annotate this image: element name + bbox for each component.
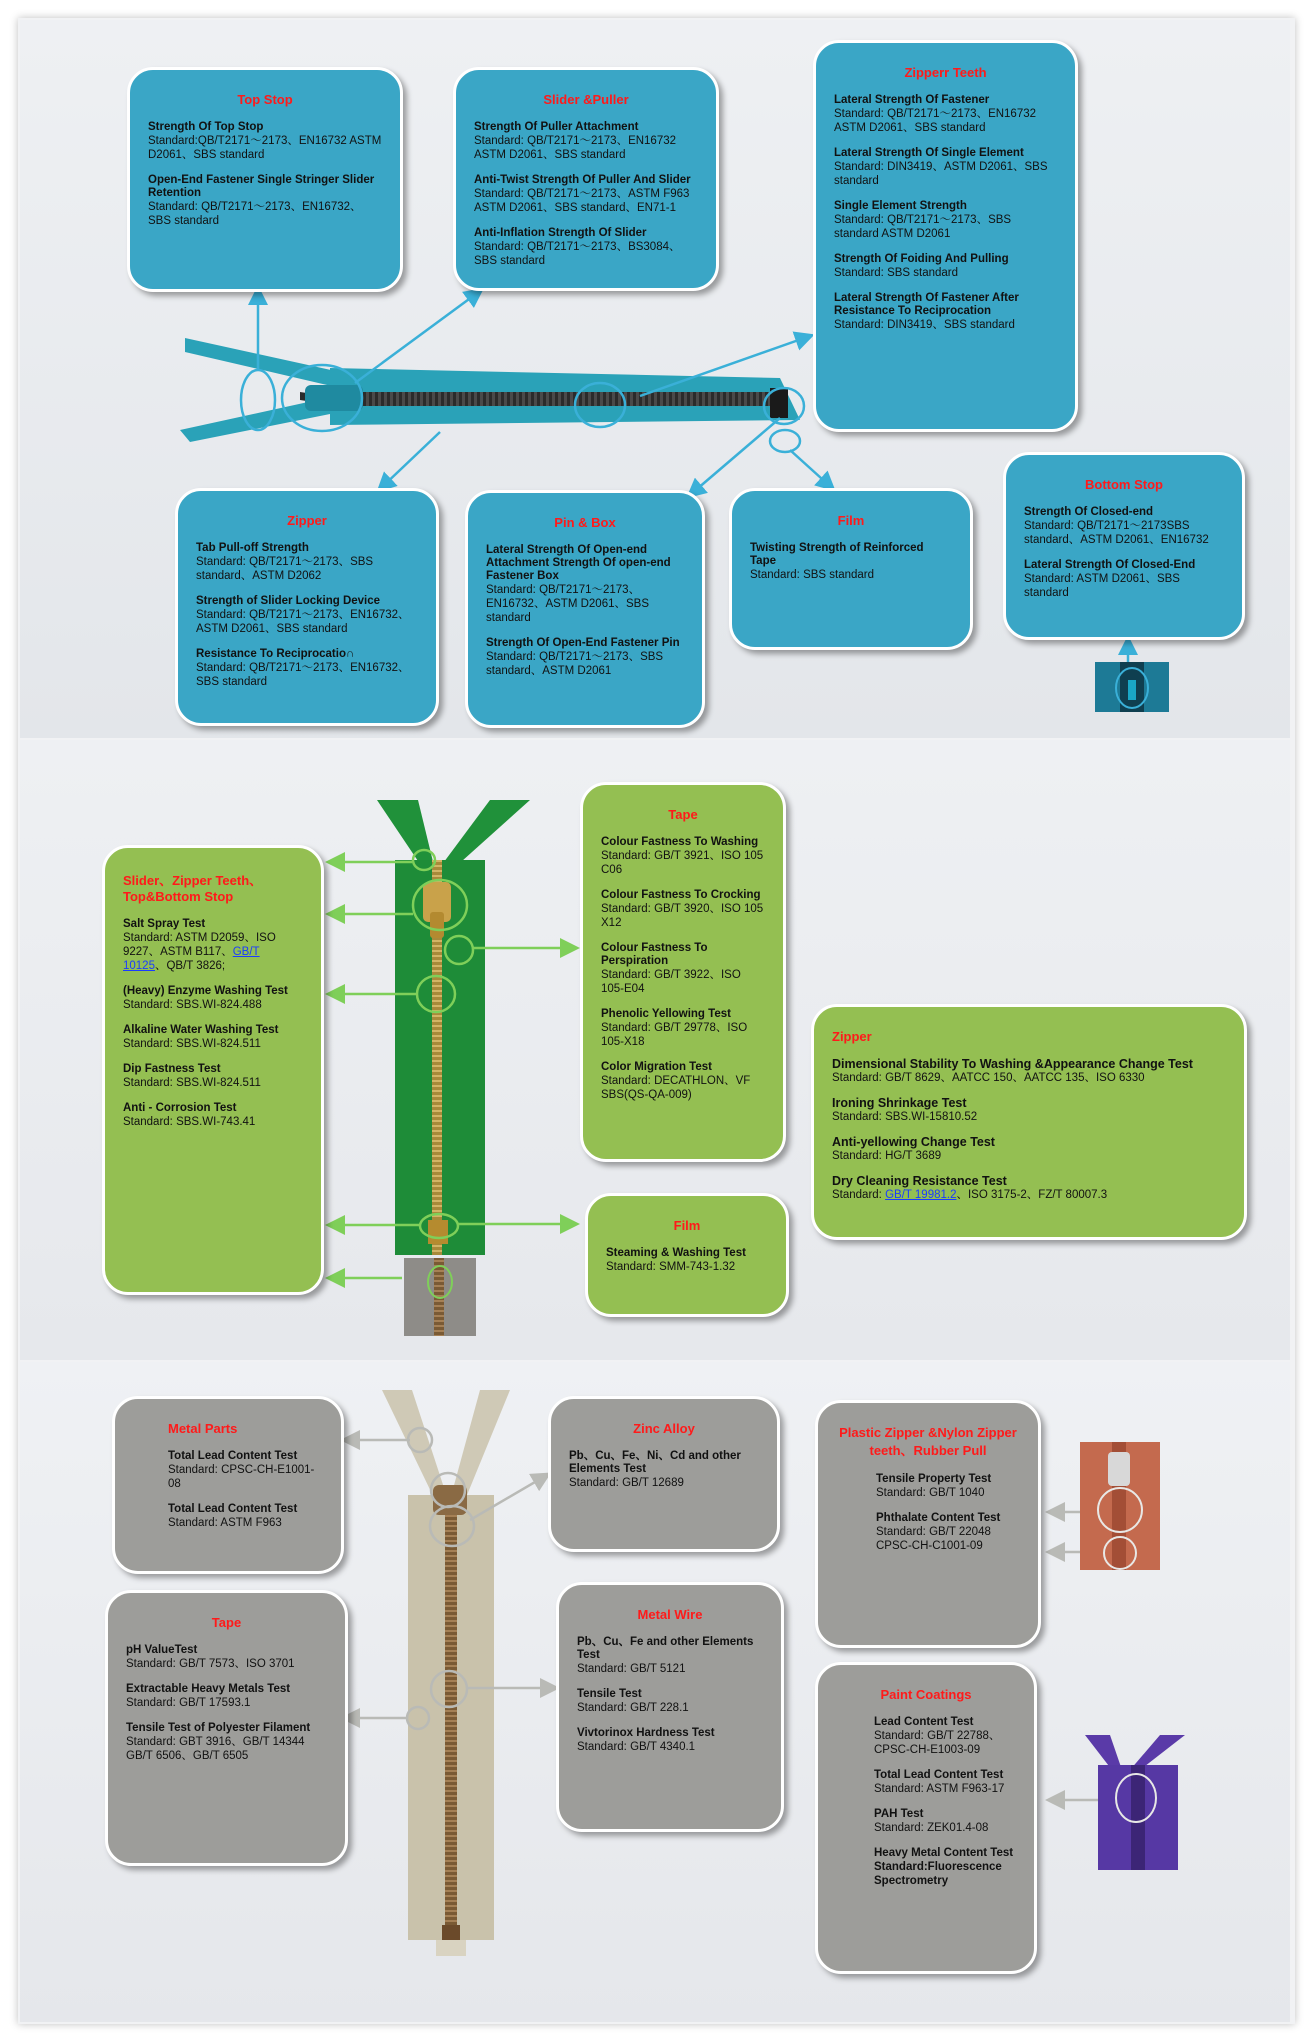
- test-name: Resistance To Reciprocatio∩: [196, 648, 355, 660]
- film-steaming-box: [585, 1193, 789, 1317]
- zipper-title: Zipper: [287, 513, 327, 528]
- test-name: Open-End Fastener Single Stringer Slider Retention: [148, 174, 375, 199]
- test-name: Strength Of Closed-end: [1024, 506, 1154, 518]
- test-name: Dry Cleaning Resistance Test: [832, 1174, 1007, 1188]
- test-standard: Standard: DECATHLON、VF SBS(QS-QA-009): [601, 1075, 751, 1101]
- test-name: Colour Fastness To Perspiration: [601, 942, 708, 967]
- top-stop-title: Top Stop: [237, 92, 293, 107]
- test-standard: Standard: GB/T 3921、ISO 105 C06: [601, 850, 764, 876]
- test-name: Tensile Property Test: [876, 1473, 992, 1485]
- test-name: Phenolic Yellowing Test: [601, 1008, 731, 1020]
- test-name: Strength Of Open-End Fastener Pin: [486, 637, 680, 649]
- zipper-washing-box: [811, 1004, 1247, 1240]
- test-standard: Standard: ASTM D2059、ISO 9227、ASTM B117、GB/T 10125、QB/T 3826;: [123, 932, 276, 972]
- test-standard: Standard: GB/T 3920、ISO 105 X12: [601, 903, 764, 929]
- test-standard: Standard: GB/T 7573、ISO 3701: [126, 1658, 295, 1670]
- bottom-stop-box: [1003, 452, 1245, 640]
- metal-wire-title: Metal Wire: [637, 1607, 703, 1622]
- test-name: Anti-Inflation Strength Of Slider: [474, 227, 647, 239]
- test-name: Strength Of Foiding And Pulling: [834, 253, 1009, 265]
- plastic-nylon-title: Plastic Zipper &Nylon Zipper teeth、Rubber Pull: [839, 1425, 1017, 1458]
- metal-parts-box: [112, 1396, 344, 1574]
- test-standard: Standard: CPSC-CH-E1001-08: [168, 1464, 315, 1490]
- test-standard: Standard: QB/T2171～2173、EN16732、SBS standard: [196, 662, 410, 688]
- test-name: pH ValueTest: [126, 1644, 198, 1656]
- test-standard: Standard: HG/T 3689: [832, 1150, 942, 1162]
- test-standard: Standard: GB/T 8629、AATCC 150、AATCC 135、ISO 6330: [832, 1072, 1145, 1084]
- test-standard: Standard: SBS.WI-15810.52: [832, 1111, 978, 1123]
- test-standard: Standard: GB/T 228.1: [577, 1702, 689, 1714]
- test-standard: Standard: ASTM F963-17: [874, 1783, 1005, 1795]
- slider-puller-box: [453, 67, 719, 291]
- film-title: Film: [673, 1218, 701, 1233]
- test-name: Twisting Strength of Reinforced Tape: [750, 542, 924, 567]
- test-standard: Standard: ASTM F963: [168, 1517, 282, 1529]
- test-standard: Standard: GB/T 19981.2、ISO 3175-2、FZ/T 80007.3: [832, 1189, 1108, 1201]
- test-standard: Standard: GB/T 22048 CPSC-CH-C1001-09: [876, 1526, 991, 1552]
- test-standard: Standard: SBS.WI-824.488: [123, 999, 262, 1011]
- test-name: Ironing Shrinkage Test: [832, 1096, 967, 1110]
- test-name: Strength of Slider Locking Device: [196, 595, 381, 607]
- test-name: Dip Fastness Test: [123, 1063, 221, 1075]
- test-name: PAH Test: [874, 1808, 924, 1820]
- zipper-title: Zipper: [832, 1029, 872, 1044]
- test-standard: Standard: SBS.WI-824.511: [123, 1038, 261, 1050]
- test-standard: Standard: DIN3419、ASTM D2061、SBS standard: [834, 161, 1048, 187]
- test-standard: Standard: QB/T2171～2173、SBS standard、ASTM D2062: [196, 556, 374, 582]
- slider-puller-title: Slider &Puller: [543, 92, 629, 107]
- test-standard: Standard: QB/T2171～2173SBS standard、ASTM D2061、EN16732: [1024, 520, 1209, 546]
- test-standard: Standard: QB/T2171～2173、EN16732 ASTM D2061、SBS standard: [834, 108, 1037, 134]
- tape-colour-box: [580, 782, 786, 1162]
- test-name: Tab Pull-off Strength: [196, 542, 309, 554]
- test-standard: Standard: ASTM D2061、SBS standard: [1024, 573, 1180, 599]
- metal-wire-box: [556, 1582, 784, 1832]
- test-standard: Standard: SBS.WI-824.511: [123, 1077, 261, 1089]
- test-name: Anti - Corrosion Test: [123, 1102, 237, 1114]
- standard-link-gbt10125[interactable]: GB/T 10125: [123, 946, 260, 972]
- plastic-zipper-thumbnail: [1080, 1442, 1160, 1570]
- pin-box-title: Pin & Box: [554, 515, 616, 530]
- test-standard: Standard: QB/T2171～2173、SBS standard、ASTM D2061: [486, 651, 664, 677]
- tape-chemical-box: [105, 1590, 348, 1866]
- test-name: (Heavy) Enzyme Washing Test: [123, 985, 288, 997]
- standard-link-gbt19981[interactable]: GB/T 19981.2: [885, 1189, 957, 1201]
- test-standard: Standard: QB/T2171～2173、SBS standard ASTM D2061: [834, 214, 1012, 240]
- test-standard: Standard: QB/T2171～2173、EN16732、ASTM D2061、SBS standard: [486, 584, 649, 624]
- test-standard: Standard: QB/T2171～2173、EN16732 ASTM D2061、SBS standard: [474, 135, 677, 161]
- metal-parts-title: Metal Parts: [168, 1421, 238, 1436]
- test-standard: Standard: GBT 3916、GB/T 14344 GB/T 6506、GB/T 6505: [126, 1736, 305, 1762]
- test-standard: Standard: GB/T 5121: [577, 1663, 686, 1675]
- test-standard: Standard: SBS.WI-743.41: [123, 1116, 256, 1128]
- test-name: Anti-Twist Strength Of Puller And Slider: [474, 174, 691, 186]
- green-zipper-illustration: [377, 800, 530, 1336]
- test-name: Colour Fastness To Washing: [601, 836, 759, 848]
- slider-teeth-stop-title: Slider、Zipper Teeth、Top&Bottom Stop: [123, 873, 263, 904]
- test-standard: Standard: SBS standard: [834, 267, 959, 279]
- test-standard: Standard:Fluorescence Spectrometry: [874, 1861, 1002, 1887]
- film-strength-box: [729, 488, 973, 650]
- film-title: Film: [837, 513, 865, 528]
- test-name: Tensile Test of Polyester Filament: [126, 1722, 311, 1734]
- test-standard: Standard: QB/T2171～2173、ASTM F963 ASTM D2061、SBS standard、EN71-1: [474, 188, 690, 214]
- test-name: Vivtorinox Hardness Test: [577, 1727, 715, 1739]
- bottom-stop-thumbnail: [1095, 662, 1169, 712]
- test-name: Lateral Strength Of Closed-End: [1024, 559, 1196, 571]
- test-standard: Standard: ZEK01.4-08: [874, 1822, 989, 1834]
- test-name: Strength Of Puller Attachment: [474, 121, 639, 133]
- test-standard: Standard: GB/T 17593.1: [126, 1697, 251, 1709]
- test-name: Total Lead Content Test: [168, 1450, 298, 1462]
- test-name: Color Migration Test: [601, 1061, 712, 1073]
- painted-zipper-thumbnail: [1085, 1735, 1185, 1870]
- test-standard: Standard: QB/T2171～2173、BS3084、SBS standard: [474, 241, 681, 267]
- beige-zipper-illustration: [382, 1390, 510, 1956]
- test-name: Pb、Cu、Fe、Ni、Cd and other Elements Test: [569, 1450, 741, 1475]
- test-standard: Standard: SBS standard: [750, 569, 875, 581]
- zipper-strength-box: [175, 488, 439, 726]
- test-standard: Standard: GB/T 29778、ISO 105-X18: [601, 1022, 748, 1048]
- test-name: Lateral Strength Of Open-end Attachment Strength Of open-end Fastener Box: [486, 544, 671, 582]
- test-name: Steaming & Washing Test: [606, 1247, 746, 1259]
- test-name: Dimensional Stability To Washing &Appearance Change Test: [832, 1057, 1193, 1071]
- test-name: Lateral Strength Of Single Element: [834, 147, 1024, 159]
- bottom-stop-title: Bottom Stop: [1085, 477, 1163, 492]
- test-standard: Standard: DIN3419、SBS standard: [834, 319, 1015, 331]
- test-standard: Standard: GB/T 3922、ISO 105-E04: [601, 969, 741, 995]
- test-name: Colour Fastness To Crocking: [601, 889, 761, 901]
- test-standard: Standard: GB/T 22788、CPSC-CH-E1003-09: [874, 1730, 1001, 1756]
- plastic-nylon-box: [815, 1400, 1041, 1648]
- test-name: Extractable Heavy Metals Test: [126, 1683, 291, 1695]
- test-name: Strength Of Top Stop: [148, 121, 264, 133]
- test-name: Anti-yellowing Change Test: [832, 1135, 995, 1149]
- test-name: Tensile Test: [577, 1688, 642, 1700]
- zipper-teeth-box: [813, 40, 1078, 432]
- zinc-alloy-box: [548, 1396, 780, 1552]
- test-standard: Standard: QB/T2171～2173、EN16732、SBS standard: [148, 201, 362, 227]
- test-standard: Standard: SMM-743-1.32: [606, 1261, 736, 1273]
- test-standard: Standard:QB/T2171～2173、EN16732 ASTM D2061、SBS standard: [148, 135, 382, 161]
- test-standard: Standard: GB/T 12689: [569, 1477, 684, 1489]
- test-name: Total Lead Content Test: [874, 1769, 1004, 1781]
- zinc-alloy-title: Zinc Alloy: [633, 1421, 695, 1436]
- test-name: Pb、Cu、Fe and other Elements Test: [577, 1636, 754, 1661]
- test-name: Lateral Strength Of Fastener: [834, 94, 990, 106]
- test-standard: Standard: GB/T 4340.1: [577, 1741, 696, 1753]
- test-name: Lead Content Test: [874, 1716, 974, 1728]
- test-name: Total Lead Content Test: [168, 1503, 298, 1515]
- test-name: Lateral Strength Of Fastener After Resistance To Reciprocation: [834, 292, 1019, 317]
- test-standard: Standard: GB/T 1040: [876, 1487, 985, 1499]
- test-name: Heavy Metal Content Test: [874, 1847, 1014, 1859]
- test-name: Salt Spray Test: [123, 918, 206, 930]
- top-stop-box: [127, 67, 403, 292]
- paint-coatings-title: Paint Coatings: [880, 1687, 972, 1702]
- pin-box-box: [465, 490, 705, 728]
- test-name: Phthalate Content Test: [876, 1512, 1001, 1524]
- test-name: Single Element Strength: [834, 200, 967, 212]
- slider-teeth-stop-box: [102, 845, 324, 1295]
- zipper-teeth-title: Zipperr Teeth: [904, 65, 987, 80]
- tape-title: Tape: [211, 1615, 242, 1630]
- test-standard: Standard: QB/T2171～2173、EN16732、ASTM D2061、SBS standard: [196, 609, 410, 635]
- test-name: Alkaline Water Washing Test: [123, 1024, 279, 1036]
- paint-coatings-box: [815, 1662, 1037, 1974]
- tape-title: Tape: [668, 807, 698, 822]
